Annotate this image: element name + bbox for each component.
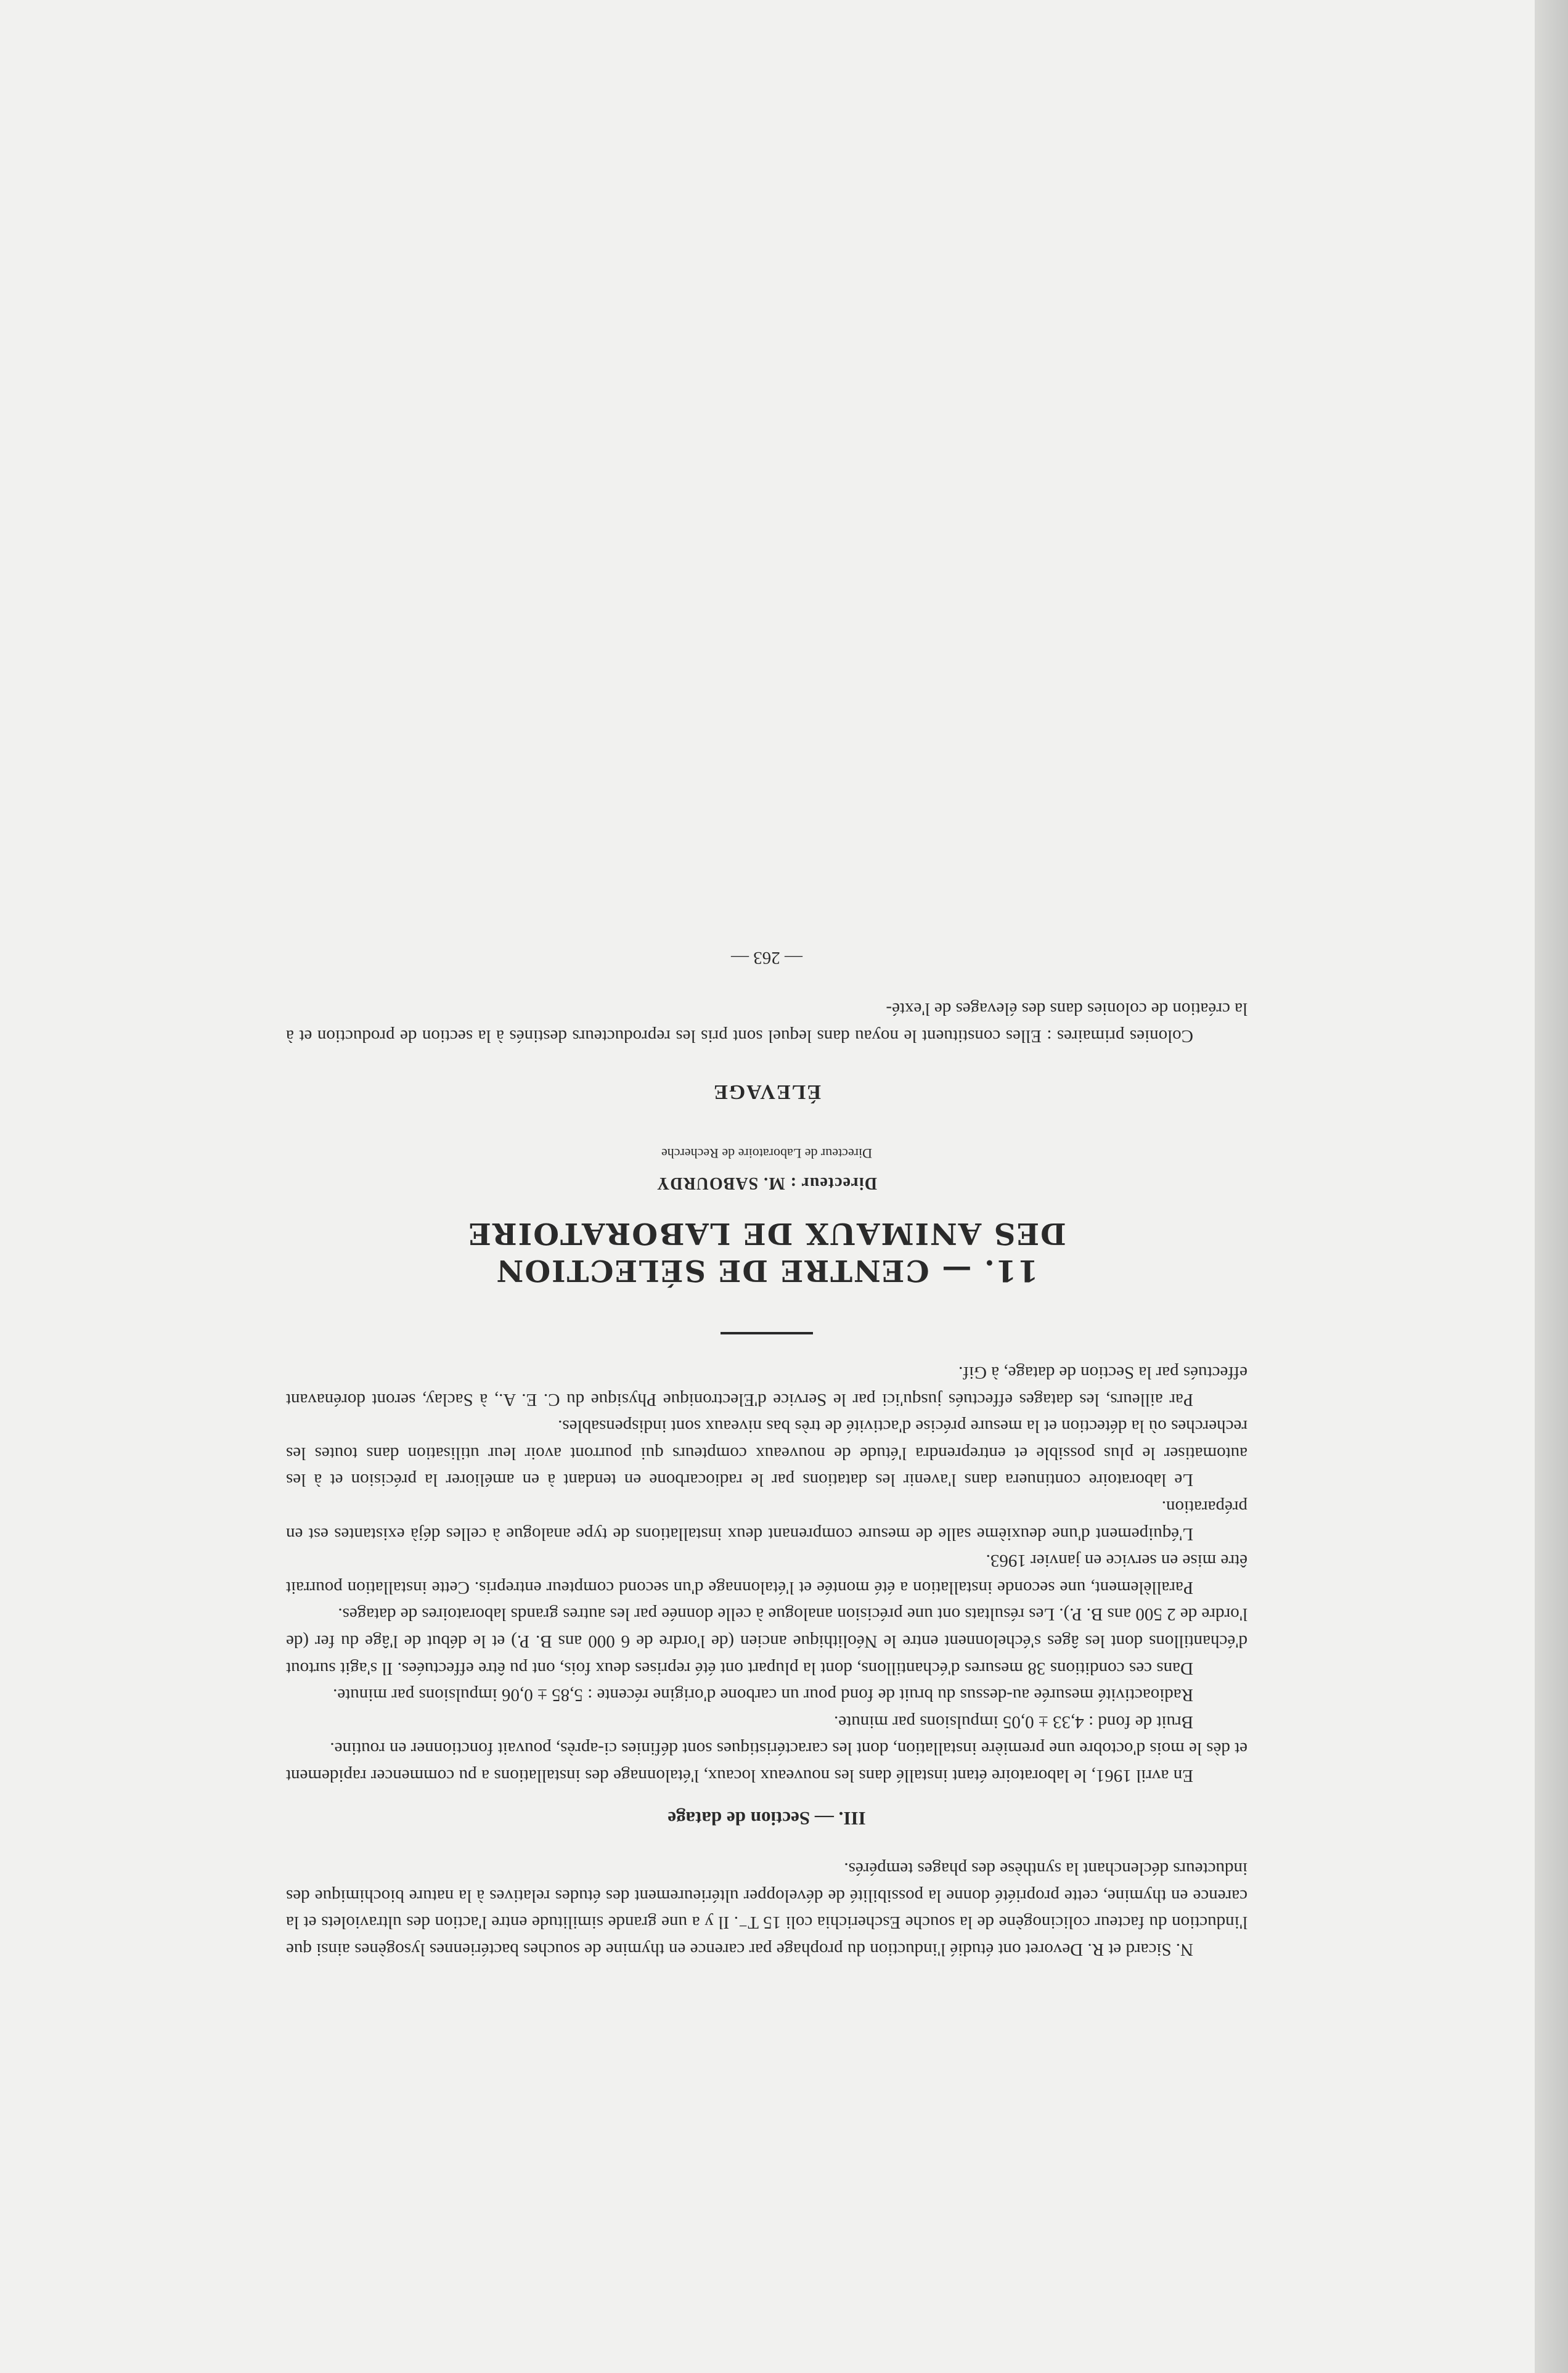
paragraph-datage-seconde-installation: Parallèlement, une seconde installation a été montée et l'étalonnage d'un second compteur entrepris. Cette installation pourrait être mise en service en janvier 1963. (286, 1551, 1247, 1598)
paragraph-radioactivite: Radioactivité mesurée au-dessus du bruit de fond pour un carbone d'origine récente : 5,85 ± 0,06 impulsions par minute. (333, 1685, 1193, 1705)
paragraph-datage-equipement: L'équipement d'une deuxième salle de mesure comprenant deux installations de type analogue à celles déjà existantes est en préparation. (286, 1497, 1247, 1544)
director-name: Directeur : M. SABOURDY (656, 1173, 877, 1193)
chapter-title (286, 1215, 1247, 1289)
paragraph-datage-intro: En avril 1961, le laboratoire étant installé dans les nouveaux locaux, l'étalonnage des installations a pu commencer rapidement et dès le mois d'octobre une première installation, dont les caractéristiques sont définies ci-après, pouvait fonctionner en routine. (286, 1739, 1247, 1786)
page-edge-shadow (1535, 0, 1568, 2373)
section-datage-heading: III. — Section de datage (668, 1807, 866, 1829)
paragraph-datage-mesures: Dans ces conditions 38 mesures d'échantillons, dont la plupart ont été reprises deux fois, ont pu être effectuées. Il s'agit surtout d'échantillons dont les âges s'échelonnent entre le Néolithique ancien (de l'ordre de 6 000 ans B. P.) et le début de l'âge du fer (de l'ordre de 2 500 ans B. P.). Les résultats ont une précision analogue à celle donnée par les autres grands laboratoires de datages. (286, 1604, 1247, 1678)
paragraph-bruit-de-fond: Bruit de fond : 4,33 ± 0,05 impulsions par minute. (834, 1712, 1193, 1732)
page-text-body (286, 944, 1247, 1963)
paragraph-datage-saclay: Par ailleurs, les datages effectués jusqu'ici par le Service d'Electronique Physique du C. E. A., à Saclay, seront dorénavant effectués par la Section de datage, à Gif. (286, 1363, 1247, 1410)
chapter-title-line-2: DES ANIMAUX DE LABORATOIRE (467, 1215, 1066, 1251)
paragraph-colonies-primaires: Colonies primaires : Elles constituent le noyau dans lequel sont pris les reproducteurs destinés à la section de production et à la création de colonies dans des élevages de l'exté- (286, 999, 1247, 1046)
paragraph-datage-avenir: Le laboratoire continuera dans l'avenir les datations par le radiocarbone en tendant à en améliorer la précision et à les automatiser le plus possible et entreprendra l'étude de nouveaux compteurs qui pourront avoir leur utilisation dans toutes les recherches où la détection et la mesure précise d'activité de très bas niveaux sont indispensables. (286, 1416, 1247, 1490)
page-number: — 263 — (731, 947, 802, 968)
section-elevage-heading: ÉLEVAGE (713, 1080, 821, 1104)
director-title: Directeur de Laboratoire de Recherche (661, 1145, 873, 1161)
paragraph-sicard: N. Sicard et R. Devoret ont étudié l'induction du prophage par carence en thymine de souches bactériennes lysogènes ainsi que l'induction du facteur colicinogène de la souche Escherichia coli 15 T⁻. Il y a une grande similitude entre l'action des ultraviolets et la carence en thymine, cette propriété donne la possibilité de développer ultérieurement des études relatives à la nature biochimique des inducteurs déclenchant la synthèse des phages tempérés. (286, 1859, 1247, 1959)
section-divider-rule (721, 1332, 813, 1334)
chapter-title-line-1: 11. — CENTRE DE SÉLECTION (495, 1252, 1039, 1288)
